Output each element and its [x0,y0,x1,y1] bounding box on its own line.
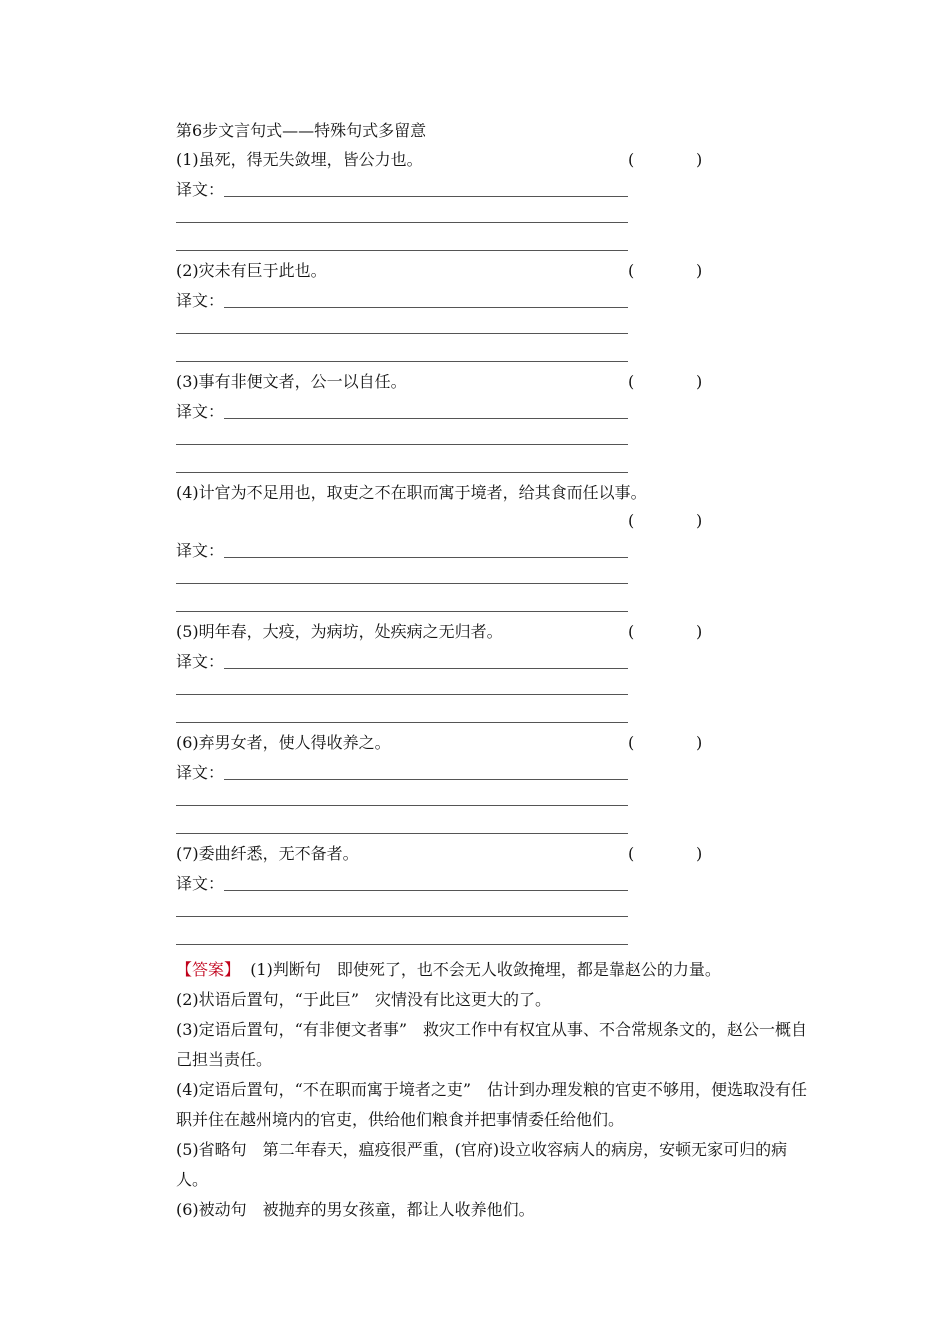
translation-label: 译文： [176,874,225,893]
answer-paren-open: ( [628,261,635,280]
translation-block-1 [176,177,796,207]
answer-line[interactable] [176,333,628,334]
question-text: (1)虽死，得无失敛埋，皆公力也。 [176,150,423,169]
answer-section [176,955,816,1225]
answer-line[interactable] [176,583,628,584]
answer-line[interactable] [176,361,628,362]
question-text: (3)事有非便文者，公一以自任。 [176,372,407,391]
answer-line[interactable] [176,444,628,445]
question-2 [176,260,796,282]
answer-3 [176,1015,816,1075]
answer-tag: 【答案】 [176,960,241,979]
answer-paren-open: ( [628,844,635,863]
answer-text: (6)被动句 被抛弃的男女孩童，都让人收养他们。 [176,1200,535,1219]
translation-block-4 [176,538,796,568]
answer-paren-close: ) [696,733,703,752]
answer-line[interactable] [224,418,628,419]
question-1 [176,149,796,171]
answer-line[interactable] [176,805,628,806]
answer-paren-close: ) [696,622,703,641]
question-3 [176,371,796,393]
answer-line[interactable] [224,668,628,669]
translation-label: 译文： [176,763,225,782]
question-text: (7)委曲纤悉，无不备者。 [176,844,359,863]
question-text: (5)明年春，大疫，为病坊，处疾病之无归者。 [176,622,503,641]
translation-block-7 [176,871,796,901]
answer-paren-close: ) [696,844,703,863]
answer-paren-open: ( [628,733,635,752]
answer-paren-close: ) [696,150,703,169]
translation-block-5 [176,649,796,679]
answer-text: (1)判断句 即使死了，也不会无人收敛掩埋，都是靠赵公的力量。 [250,960,721,979]
answer-line[interactable] [224,890,628,891]
answer-paren-close: ) [696,511,703,530]
answer-line[interactable] [224,557,628,558]
question-text: (4)计官为不足用也，取吏之不在职而寓于境者，给其食而任以事。 [176,483,647,502]
answer-text: (2)状语后置句，“于此巨” 灾情没有比这更大的了。 [176,990,552,1009]
answer-line[interactable] [176,472,628,473]
answer-6 [176,1195,816,1225]
translation-label: 译文： [176,541,225,560]
question-6 [176,732,796,754]
answer-line[interactable] [176,916,628,917]
answer-line[interactable] [176,944,628,945]
translation-label: 译文： [176,402,225,421]
answer-line[interactable] [176,222,628,223]
question-7 [176,843,796,865]
answer-5 [176,1135,816,1195]
answer-paren-open: ( [628,511,635,530]
answer-line[interactable] [176,722,628,723]
translation-block-2 [176,288,796,318]
translation-block-3 [176,399,796,429]
answer-text: (3)定语后置句，“有非便文者事” 救灾工作中有权宜从事、不合常规条文的，赵公一概自己担当责任。 [176,1020,808,1069]
answer-line[interactable] [176,611,628,612]
answer-paren-open: ( [628,622,635,641]
answer-paren-open: ( [628,150,635,169]
translation-label: 译文： [176,180,225,199]
answer-line[interactable] [224,779,628,780]
question-text: (2)灾未有巨于此也。 [176,261,327,280]
translation-label: 译文： [176,652,225,671]
answer-text: (5)省略句 第二年春天，瘟疫很严重，(官府)设立收容病人的病房，安顿无家可归的病人。 [176,1140,788,1189]
answer-2 [176,985,816,1015]
section-heading: 第6步文言句式——特殊句式多留意 [176,121,427,140]
question-5 [176,621,796,643]
answer-paren-open: ( [628,372,635,391]
answer-line[interactable] [224,196,628,197]
answer-paren-close: ) [696,261,703,280]
answer-line[interactable] [176,250,628,251]
answer-paren-close: ) [696,372,703,391]
answer-1 [176,955,816,985]
translation-label: 译文： [176,291,225,310]
answer-line[interactable] [224,307,628,308]
answer-text: (4)定语后置句，“不在职而寓于境者之吏” 估计到办理发粮的官吏不够用，便选取没有任职并住在越州境内的官吏，供给他们粮食并把事情委任给他们。 [176,1080,808,1129]
answer-line[interactable] [176,694,628,695]
translation-block-6 [176,760,796,790]
question-4 [176,482,796,532]
question-text: (6)弃男女者，使人得收养之。 [176,733,391,752]
answer-4 [176,1075,816,1135]
answer-line[interactable] [176,833,628,834]
